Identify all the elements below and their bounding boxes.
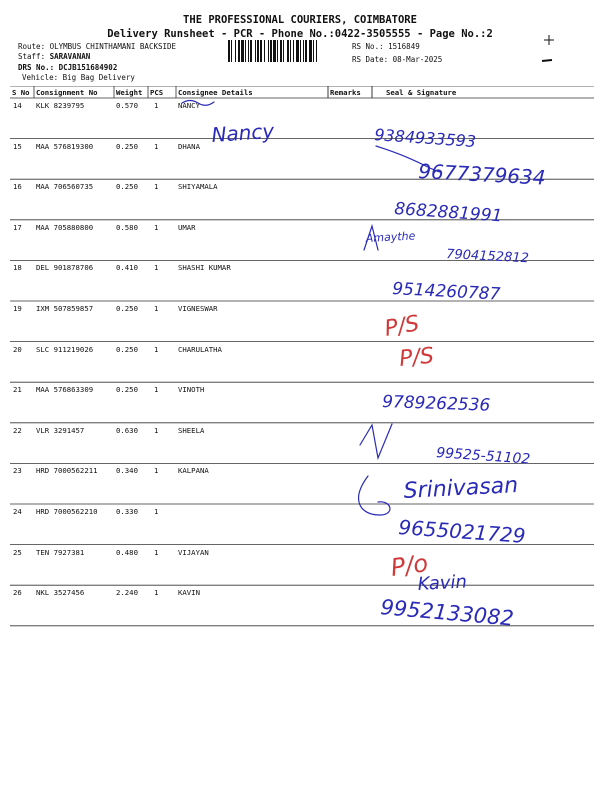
drs-label: DRS No.: [18,63,55,72]
cell-consignee: SHIYAMALA [178,182,218,192]
rs-no-label: RS No.: [352,42,384,51]
rs-no-line [352,42,420,51]
column-header: Seal & Signature [386,88,457,97]
barcode-bar [313,40,314,62]
barcode-bar [305,40,307,62]
column-header: PCS [150,88,164,97]
cell-consignee: SHEELA [178,425,205,435]
cell-consignee: KALPANA [178,466,209,476]
handwriting-text: 9677379634 [417,159,547,190]
barcode-bar [296,40,299,62]
table-rules [10,86,594,646]
barcode-bar [228,40,230,62]
barcode-bar [309,40,312,62]
cell-weight: 0.570 [116,101,138,110]
cell-sno: 25 [13,547,22,557]
cell-cn: SLC 911219026 [36,344,94,354]
barcode-bar [245,40,246,62]
column-header: S No [12,88,30,97]
cell-cn: NKL 3527456 [36,588,85,598]
cell-cn: MAA 576863309 [36,385,94,395]
barcode-image [228,40,342,62]
cell-weight: 0.580 [116,222,138,232]
handwriting-text: P/S [382,311,422,342]
cell-consignee: CHARULATHA [178,344,222,354]
handwriting-text: Srinivasan [403,473,519,504]
barcode-bar [273,40,276,62]
barcode-bar [250,40,252,62]
cell-cn: HRD 7000562210 [36,507,98,516]
cell-cn: MAA 576819300 [36,141,94,151]
barcode-bar [264,40,265,62]
cell-cn: KLK 8239795 [36,101,85,110]
handwriting-text: 9514260787 [391,279,501,305]
barcode-bar [300,40,301,62]
cell-pcs: 1 [154,344,159,354]
barcode-bar [268,40,269,62]
cell-sno: 23 [13,466,22,476]
barcode-bar [248,40,249,62]
column-header: Consignment No [36,88,98,97]
cell-weight: 0.340 [116,466,138,476]
cell-pcs: 1 [154,222,159,232]
barcode-bar [255,40,256,62]
cell-sno: 24 [13,507,22,516]
cell-consignee: NANCY [178,101,200,110]
cell-pcs: 1 [154,425,159,435]
barcode-bar [283,40,284,62]
handwriting-text: 9655021729 [397,515,527,548]
barcode-bar [287,40,289,62]
cell-pcs: 1 [154,263,159,273]
staff-value: SARAVANAN [49,52,91,61]
margin-marks [540,34,560,64]
barcode-bar [270,40,272,62]
rs-no-value: 1516849 [388,42,420,51]
cell-cn: MAA 706560735 [36,182,94,192]
cell-cn: MAA 705880800 [36,222,94,232]
cell-pcs: 1 [154,507,159,516]
cell-weight: 0.250 [116,141,138,151]
cell-sno: 15 [13,141,22,151]
column-header: Weight [116,88,143,97]
cell-consignee: KAVIN [178,588,200,598]
cell-sno: 26 [13,588,22,598]
cell-cn: HRD 7000562211 [36,466,98,476]
cell-sno: 19 [13,304,22,313]
cell-pcs: 1 [154,385,159,395]
rs-date-line [352,55,442,64]
cell-weight: 0.250 [116,385,138,395]
barcode-bar [238,40,240,62]
cell-cn: IXM 507859857 [36,304,94,313]
cell-pcs: 1 [154,141,159,151]
barcode-bar [293,40,294,62]
cell-cn: VLR 3291457 [36,425,85,435]
cell-weight: 0.410 [116,263,138,273]
handwriting-text: Nancy [210,118,275,147]
cell-consignee: DHANA [178,141,200,151]
rs-date-value: 08-Mar-2025 [392,55,443,64]
cell-consignee: SHASHI KUMAR [178,263,231,273]
vehicle-value: Big Bag Delivery [62,73,135,82]
handwriting-text: 7904152812 [445,247,530,267]
handwriting-text: Kavin [417,571,468,595]
cell-pcs: 1 [154,588,159,598]
cell-sno: 22 [13,425,22,435]
cell-weight: 0.330 [116,507,138,516]
handwriting-text: P/S [398,343,436,372]
cell-consignee: VIGNESWAR [178,304,218,313]
handwriting-text: 9789262536 [381,392,491,416]
handwriting-text: 9952133082 [379,595,515,631]
cell-cn: TEN 7927381 [36,547,85,557]
cell-cn: DEL 901878706 [36,263,94,273]
runsheet-subtitle: Delivery Runsheet - PCR - Phone No.:0422-3505555 - Page No.:2 [107,28,493,40]
route-label: Route: [18,42,46,51]
cell-sno: 20 [13,344,22,354]
barcode-bar [316,40,317,62]
barcode-bar [280,40,282,62]
cell-consignee: UMAR [178,222,196,232]
cell-pcs: 1 [154,101,159,110]
cell-weight: 2.240 [116,588,138,598]
drs-line [18,63,117,72]
vehicle-label: Vehicle: [22,73,59,82]
barcode-bar [241,40,244,62]
handwriting-text: 9384933593 [373,125,477,152]
cell-sno: 16 [13,182,22,192]
cell-pcs: 1 [154,304,159,313]
runsheet-title: THE PROFESSIONAL COURIERS, COIMBATORE [183,14,417,26]
drs-value: DCJB151684902 [58,63,118,72]
column-header: Consignee Details [178,88,253,97]
cell-pcs: 1 [154,547,159,557]
runsheet-table [10,86,594,646]
handwriting-text: 99525-51102 [435,445,531,468]
cell-pcs: 1 [154,182,159,192]
route-value: OLYMBUS CHINTHAMANI BACKSIDE [49,42,177,51]
barcode-bar [235,40,236,62]
cell-weight: 0.630 [116,425,138,435]
cell-weight: 0.480 [116,547,138,557]
cell-sno: 21 [13,385,22,395]
cell-sno: 18 [13,263,22,273]
cell-sno: 17 [13,222,22,232]
barcode-bar [290,40,291,62]
cell-consignee: VINOTH [178,385,205,395]
handwriting-text: P/o [388,549,430,582]
rs-date-label: RS Date: [352,55,389,64]
barcode-bar [257,40,259,62]
handwriting-text: Amaythe [365,229,416,245]
barcode-bar [303,40,304,62]
handwriting-text: 8682881991 [393,199,503,227]
barcode-bar [231,40,232,62]
cell-sno: 14 [13,101,22,110]
barcode-bar [260,40,262,62]
cell-pcs: 1 [154,466,159,476]
staff-label: Staff: [18,52,46,61]
cell-consignee: VIJAYAN [178,547,209,557]
cell-weight: 0.250 [116,182,138,192]
column-header: Remarks [330,88,361,97]
barcode-bar [277,40,278,62]
cell-weight: 0.250 [116,344,138,354]
staff-line [18,52,90,61]
vehicle-line [22,73,135,82]
cell-weight: 0.250 [116,304,138,313]
route-line [18,42,176,51]
